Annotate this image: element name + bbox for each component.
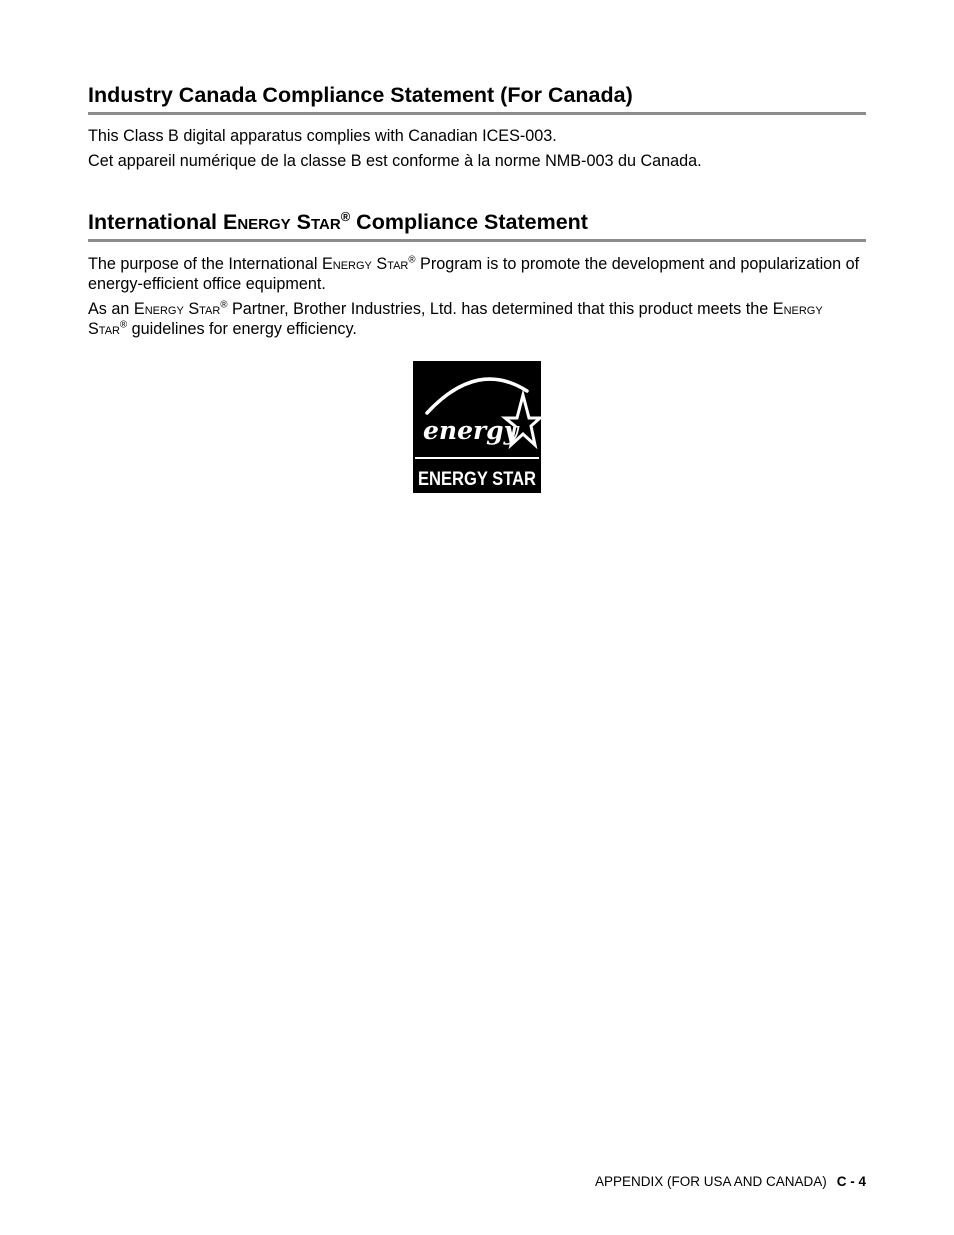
energy-star-heading	[88, 209, 866, 242]
registered-mark: ®	[119, 319, 128, 331]
registered-mark: ®	[340, 208, 351, 224]
purpose-text-post: Program is to promote the development and popularization of energy-efficient office equipment.	[88, 255, 860, 293]
page-number: C - 4	[836, 1174, 866, 1189]
partner-text-brand: Energy Star	[133, 300, 221, 318]
partner-text-mid: Partner, Brother Industries, Ltd. has determined that this product meets the	[227, 300, 773, 318]
energy-star-purpose-paragraph	[88, 254, 866, 294]
registered-mark: ®	[220, 299, 228, 311]
purpose-text-brand: Energy Star	[321, 255, 409, 273]
partner-text-pre: As an	[88, 300, 134, 318]
energy-star-partner-paragraph	[88, 299, 866, 339]
registered-mark: ®	[408, 254, 416, 266]
purpose-text-pre: The purpose of the International	[88, 255, 322, 273]
footer-section-label: APPENDIX (FOR USA AND CANADA)	[594, 1174, 827, 1189]
energy-star-heading-brand: Energy Star	[222, 210, 341, 234]
partner-text-post: guidelines for energy efficiency.	[127, 320, 357, 338]
industry-canada-heading	[88, 82, 866, 115]
page-footer	[595, 1173, 866, 1191]
logo-label-text: ENERGY STAR	[418, 469, 537, 490]
energy-star-logo-icon	[413, 361, 541, 493]
nmb-statement-french: Cet appareil numérique de la classe B est conforme à la norme NMB-003 du Canada.	[88, 152, 702, 170]
logo-script-text: energy	[423, 416, 519, 445]
ices-statement-english: This Class B digital apparatus complies with Canadian ICES-003.	[88, 127, 557, 145]
industry-canada-heading-text: Industry Canada Compliance Statement (For Canada)	[88, 83, 633, 107]
energy-star-heading-pre: International	[88, 210, 223, 234]
energy-star-heading-post: Compliance Statement	[350, 210, 588, 234]
partner-text-brand-2: Energy Star	[88, 300, 823, 338]
energy-star-logo	[413, 361, 541, 493]
